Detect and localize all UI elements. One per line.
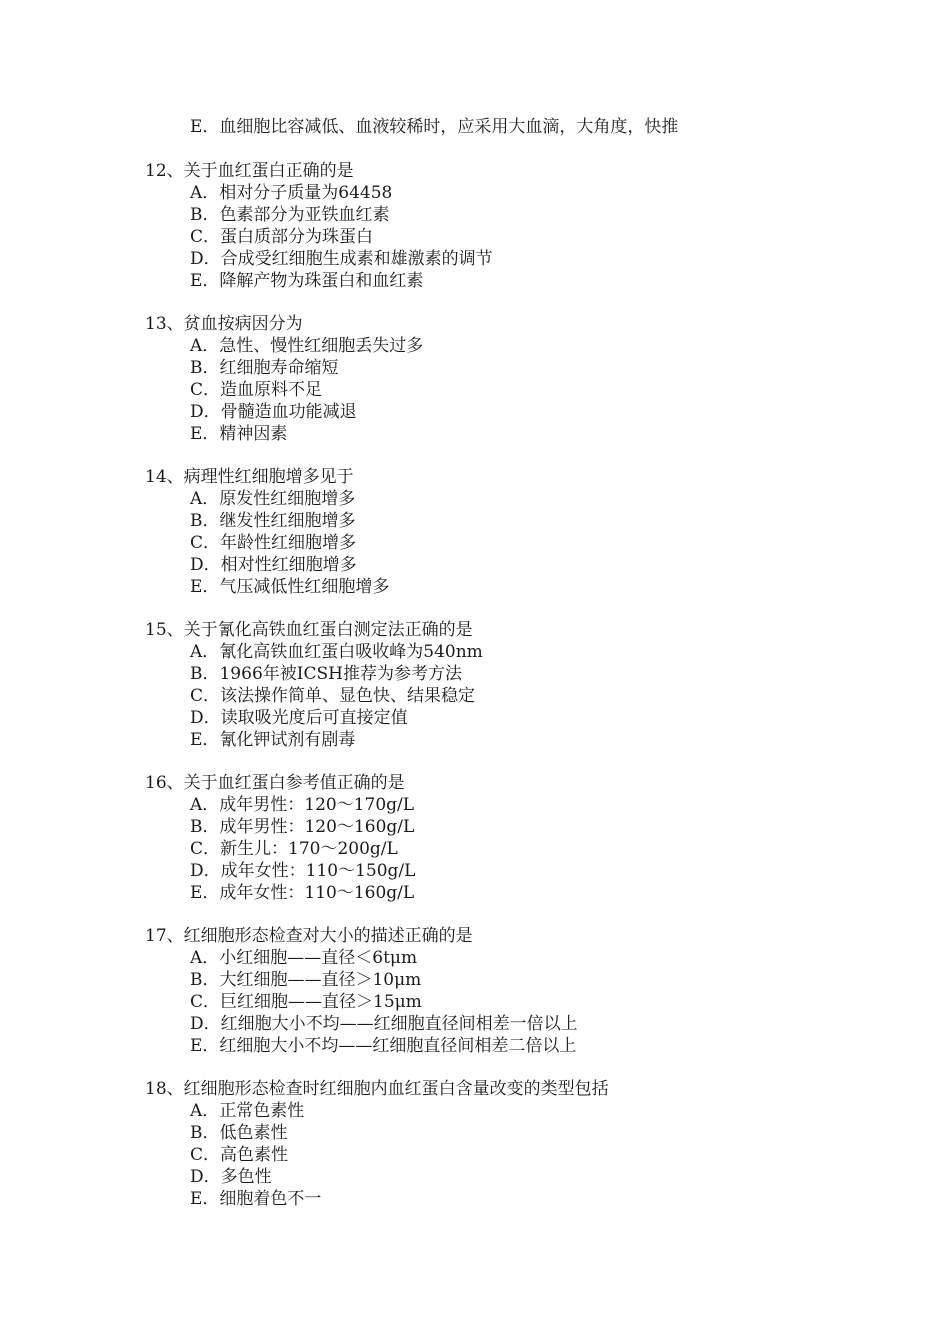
option-q17-d: D．红细胞大小不均——红细胞直径间相差一倍以上 [190,1014,578,1034]
option-q13-b: B．红细胞寿命缩短 [190,358,339,378]
option-q17-e: E．红细胞大小不均——红细胞直径间相差二倍以上 [190,1036,577,1056]
option-q13-c: C．造血原料不足 [190,380,323,400]
question-14-stem: 14、病理性红细胞增多见于 [145,467,354,487]
option-q12-e: E．降解产物为珠蛋白和血红素 [190,271,424,291]
option-q18-c: C．高色素性 [190,1145,289,1165]
option-q18-d: D．多色性 [190,1167,272,1187]
question-16-stem: 16、关于血红蛋白参考值正确的是 [145,773,405,793]
option-q15-a: A．氰化高铁血红蛋白吸收峰为540nm [190,642,483,662]
option-q13-e: E．精神因素 [190,424,288,444]
option-q12-d: D．合成受红细胞生成素和雄激素的调节 [190,249,493,269]
option-q13-a: A．急性、慢性红细胞丢失过多 [190,336,424,356]
option-q16-e: E．成年女性：110～160g/L [190,883,415,903]
option-q16-b: B．成年男性：120～160g/L [190,817,415,837]
option-q11-e: E．血细胞比容减低、血液较稀时，应采用大血滴，大角度，快推 [190,117,679,137]
question-15-stem: 15、关于氰化高铁血红蛋白测定法正确的是 [145,620,473,640]
option-q14-e: E．气压减低性红细胞增多 [190,577,390,597]
option-q12-b: B．色素部分为亚铁血红素 [190,205,390,225]
question-13-stem: 13、贫血按病因分为 [145,314,303,334]
option-q17-b: B．大红细胞——直径＞10μm [190,970,422,990]
option-q13-d: D．骨髓造血功能减退 [190,402,357,422]
option-q18-b: B．低色素性 [190,1123,288,1143]
option-q15-b: B．1966年被ICSH推荐为参考方法 [190,664,462,684]
question-18-stem: 18、红细胞形态检查时红细胞内血红蛋白含量改变的类型包括 [145,1079,609,1099]
option-q16-d: D．成年女性：110～150g/L [190,861,416,881]
option-q17-a: A．小红细胞——直径＜6tμm [190,948,418,968]
option-q15-e: E．氰化钾试剂有剧毒 [190,730,356,750]
option-q12-c: C．蛋白质部分为珠蛋白 [190,227,374,247]
option-q15-c: C．该法操作简单、显色快、结果稳定 [190,686,476,706]
option-q14-d: D．相对性红细胞增多 [190,555,357,575]
option-q14-c: C．年龄性红细胞增多 [190,533,357,553]
option-q15-d: D．读取吸光度后可直接定值 [190,708,408,728]
option-q18-a: A．正常色素性 [190,1101,305,1121]
question-17-stem: 17、红细胞形态检查对大小的描述正确的是 [145,926,473,946]
option-q18-e: E．细胞着色不一 [190,1189,322,1209]
option-q17-c: C．巨红细胞——直径＞15μm [190,992,422,1012]
option-q16-c: C．新生儿：170～200g/L [190,839,398,859]
question-12-stem: 12、关于血红蛋白正确的是 [145,161,354,181]
option-q14-a: A．原发性红细胞增多 [190,489,356,509]
option-q14-b: B．继发性红细胞增多 [190,511,356,531]
option-q12-a: A．相对分子质量为64458 [190,183,393,203]
option-q16-a: A．成年男性：120～170g/L [190,795,415,815]
